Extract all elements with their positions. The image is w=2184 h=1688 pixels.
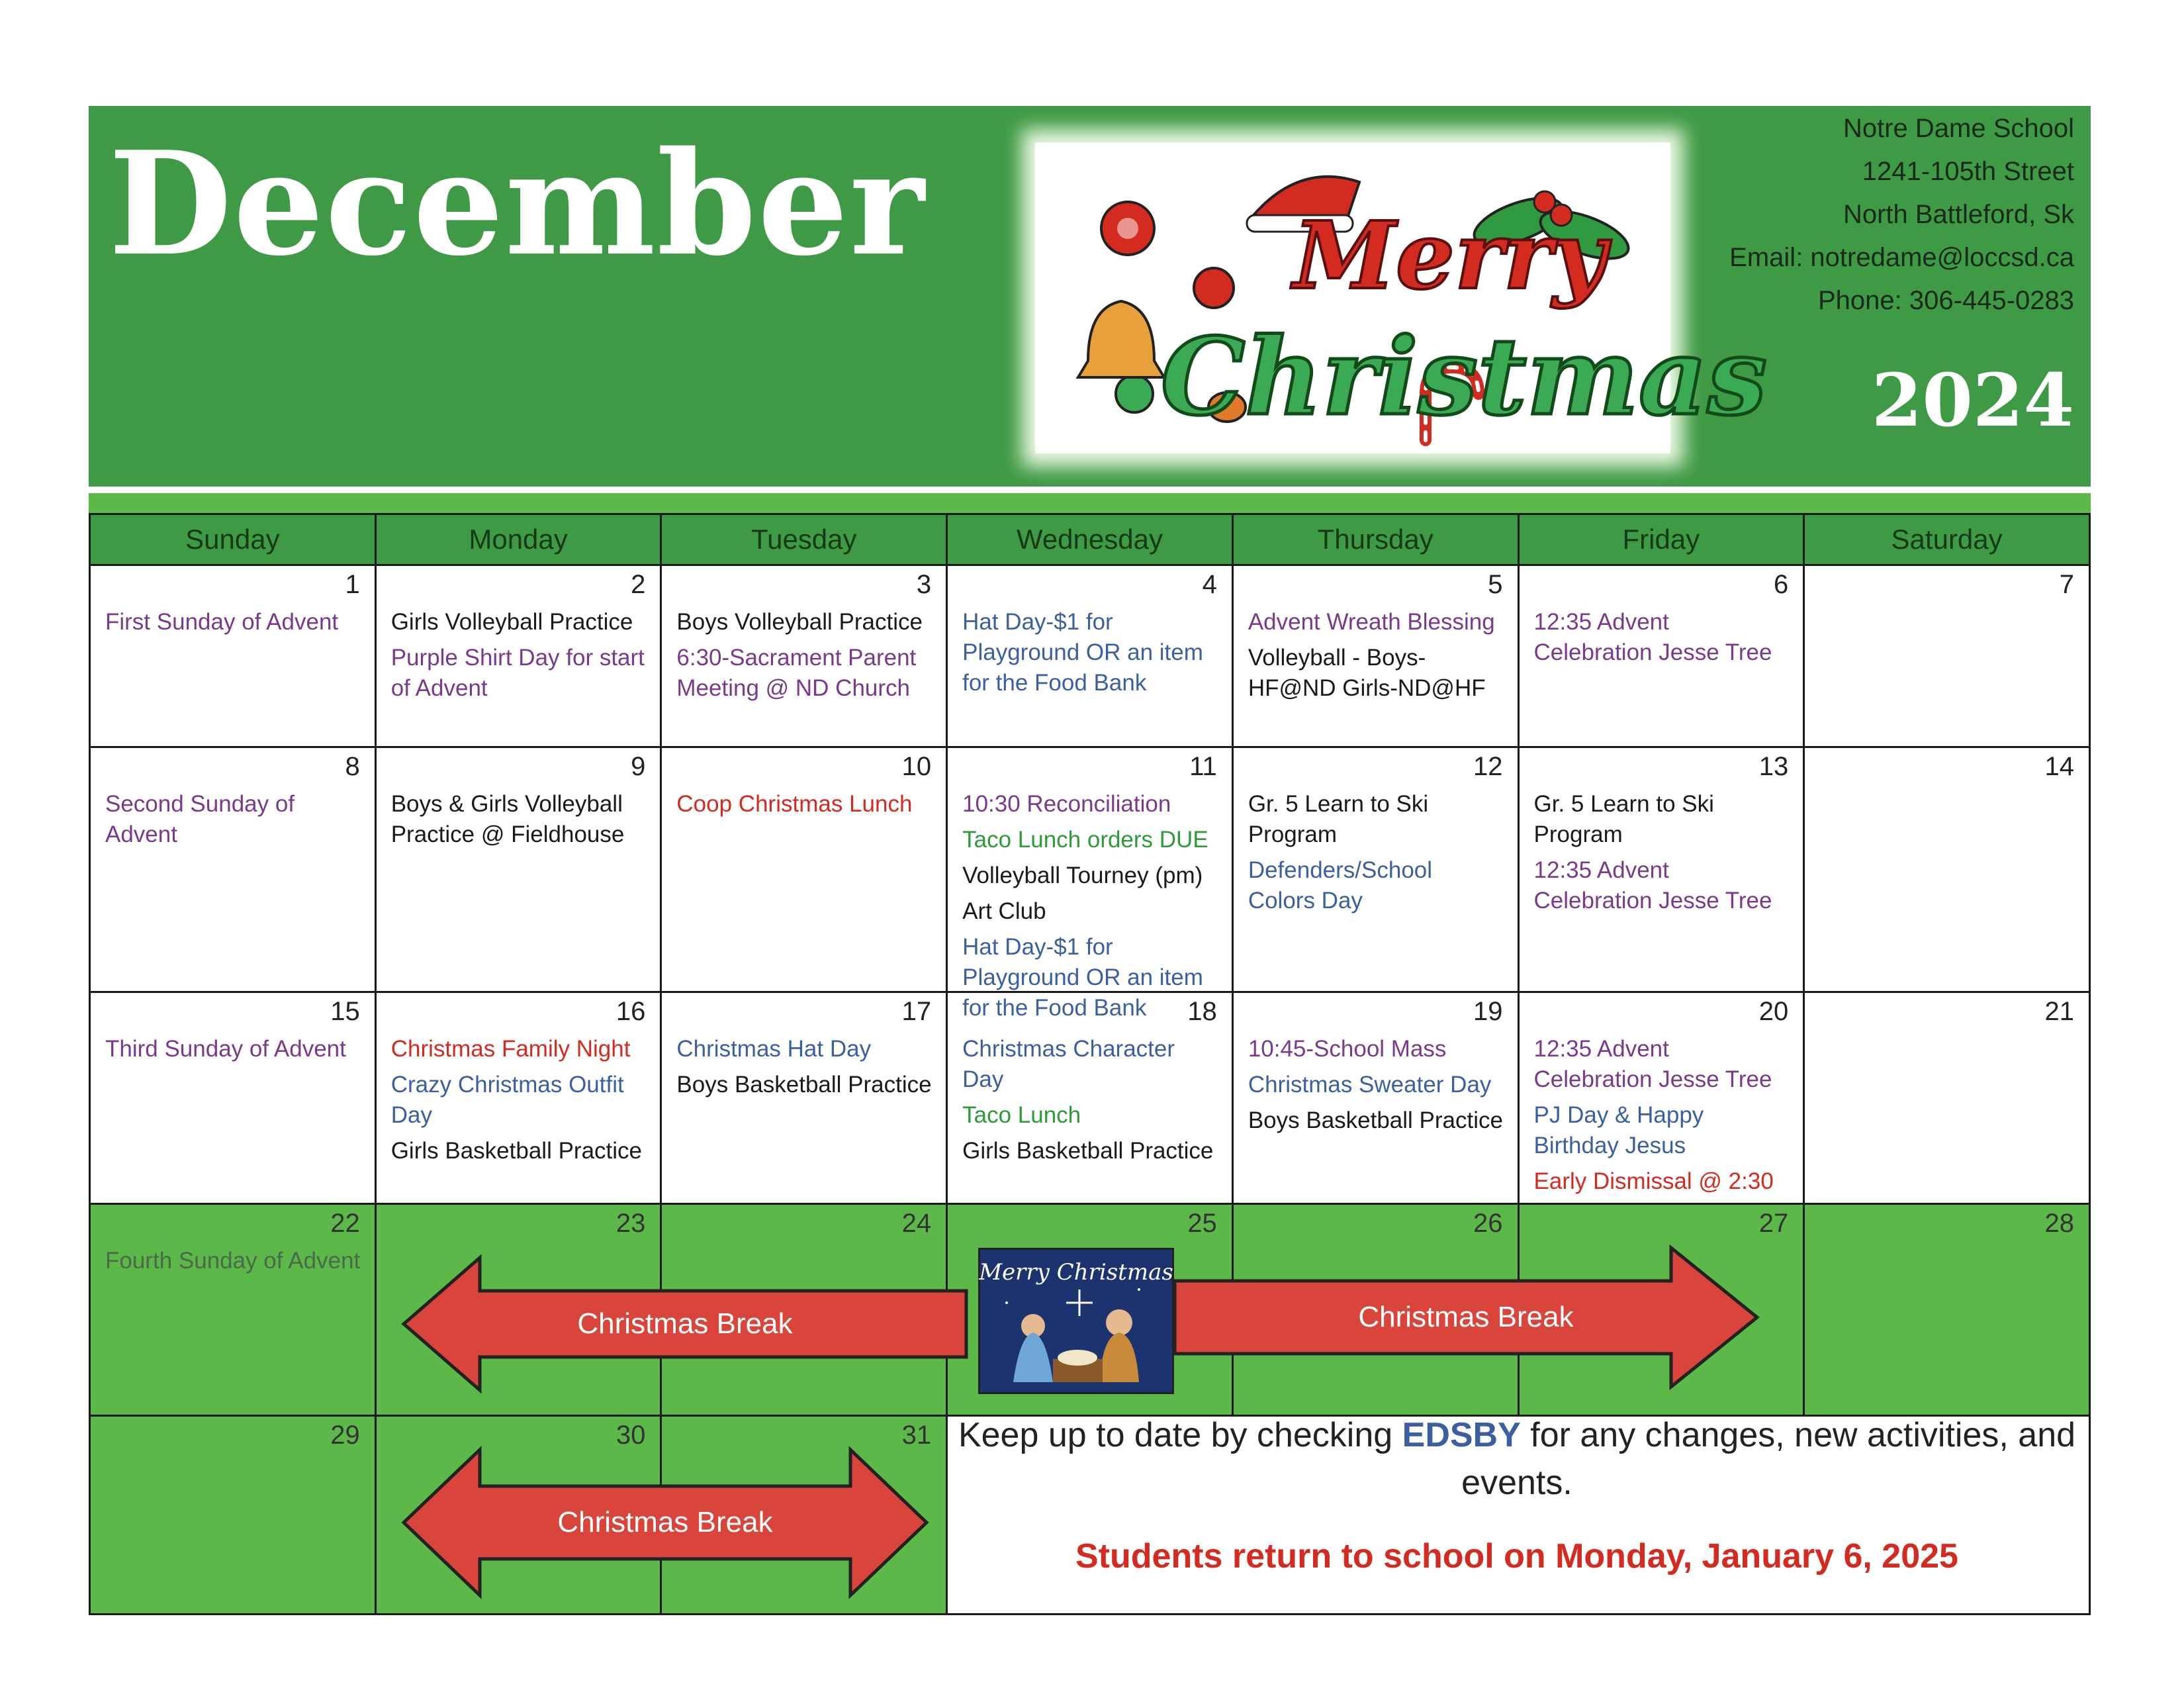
school-phone: Phone: 306-445-0283 [1818,286,2074,315]
return-to-school-notice: Students return to school on Monday, January 6, 2025 [1075,1537,1958,1575]
day-number: 28 [2044,1209,2074,1238]
calendar-event: Third Sunday of Advent [105,1036,346,1062]
day-number: 14 [2044,752,2074,781]
calendar-event: Fourth Sunday of Advent [105,1248,361,1274]
day-number: 9 [631,752,646,781]
nativity-caption: Merry Christmas [979,1259,1173,1286]
day-number: 11 [1189,752,1217,781]
day-cell[interactable] [1518,747,1804,992]
calendar-event: Girls Basketball Practice [962,1138,1214,1164]
day-number: 16 [615,997,646,1026]
day-number: 19 [1473,997,1503,1026]
christmas-break-arrow-right [1171,1244,1760,1390]
day-number: 31 [901,1421,932,1450]
school-contact [1729,107,2074,322]
day-events [1248,789,1506,921]
day-number: 2 [631,570,646,599]
day-events [1534,789,1792,921]
christmas-break-label: Christmas Break [1358,1301,1574,1333]
day-cell[interactable] [1804,992,2090,1204]
joseph-figure [1106,1309,1132,1336]
day-number: 26 [1473,1209,1503,1238]
day-cell[interactable] [375,747,661,992]
day-number: 13 [1758,752,1789,781]
day-events [962,1034,1220,1172]
calendar-event: Volleyball - Boys-HF@ND Girls-ND@HF [1248,645,1486,701]
day-events [105,789,363,855]
calendar-event: Girls Basketball Practice [390,1138,642,1164]
day-cell[interactable] [375,992,661,1204]
day-number: 12 [1473,752,1503,781]
calendar-event: Volleyball Tourney (pm) [962,863,1203,888]
weekday-tuesday: Tuesday [661,514,947,565]
weekday-saturday: Saturday [1804,514,2090,565]
week-row [90,565,2090,747]
day-events [676,607,934,709]
day-number: 7 [2059,570,2074,599]
calendar-event: PJ Day & Happy Birthday Jesus [1533,1102,1704,1158]
day-cell[interactable] [90,992,376,1204]
calendar-event: Hat Day-$1 for Playground OR an item for the Food Bank [962,934,1203,1021]
day-number: 18 [1187,997,1217,1026]
day-number: 8 [345,752,360,781]
week-row [90,747,2090,992]
day-events [1534,607,1792,673]
christmas-break-label: Christmas Break [557,1506,773,1538]
calendar-event: Early Dismissal @ 2:30 [1533,1168,1774,1194]
school-city: North Battleford, Sk [1843,200,2074,229]
day-number: 22 [330,1209,360,1238]
edsby-notice [948,1398,2086,1607]
day-events [391,789,649,855]
calendar-event: Boys Basketball Practice [676,1072,932,1098]
header-divider [89,493,2091,513]
day-events [1248,1034,1506,1141]
day-number: 10 [901,752,932,781]
day-events [105,1246,363,1282]
weekday-row [90,514,2090,565]
calendar-event: 12:35 Advent Celebration Jesse Tree [1533,609,1772,665]
day-number: 23 [615,1209,646,1238]
day-number: 25 [1187,1209,1217,1238]
day-cell[interactable] [90,747,376,992]
calendar-event: Hat Day-$1 for Playground OR an item for the Food Bank [962,609,1203,696]
calendar-event: 10:30 Reconciliation [962,791,1171,817]
edsby-notice-text: Keep up to date by checking EDSBY for any changes, new activities, and events. [958,1416,2076,1502]
day-events [676,1034,934,1105]
day-number: 20 [1758,997,1789,1026]
day-cell[interactable] [1518,992,1804,1204]
day-events [1534,1034,1792,1202]
day-events [962,607,1220,704]
calendar-event: Boys & Girls Volleyball Practice @ Fieldhouse [390,791,625,847]
day-events [105,1034,363,1070]
day-number: 27 [1758,1209,1789,1238]
day-cell[interactable] [947,992,1233,1204]
year-title: 2024 [1871,357,2074,443]
day-number: 15 [330,997,360,1026]
calendar-event: Purple Shirt Day for start of Advent [390,645,645,701]
merry-text: Merry [1293,202,1606,310]
day-number: 30 [615,1421,646,1450]
calendar-event: 6:30-Sacrament Parent Meeting @ ND Church [676,645,917,701]
day-cell[interactable] [661,992,947,1204]
weekday-sunday: Sunday [90,514,376,565]
calendar-event: 10:45-School Mass [1248,1036,1447,1062]
day-cell[interactable] [661,565,947,747]
day-events [391,607,649,709]
day-number: 5 [1488,570,1503,599]
weekday-friday: Friday [1518,514,1804,565]
calendar-event: First Sunday of Advent [105,609,339,635]
day-cell[interactable] [1804,747,2090,992]
day-number: 21 [2044,997,2074,1026]
calendar-event: Boys Basketball Practice [1248,1107,1503,1133]
christmas-break-arrow-bottom [400,1446,930,1599]
calendar-event: Boys Volleyball Practice [676,609,923,635]
christmas-break-arrow-left [400,1254,970,1393]
day-cell[interactable] [1232,747,1518,992]
day-cell[interactable] [1232,992,1518,1204]
calendar-event: Christmas Hat Day [676,1036,872,1062]
school-name: Notre Dame School [1843,114,2074,143]
merry-christmas-banner [1015,122,1767,473]
day-number: 1 [345,570,360,599]
nativity-image [978,1248,1174,1394]
day-cell[interactable] [90,565,376,747]
day-cell[interactable] [1804,1204,2090,1416]
day-events [676,789,934,825]
school-address: 1241-105th Street [1862,157,2074,186]
day-number: 3 [916,570,932,599]
calendar-event: Coop Christmas Lunch [676,791,913,817]
calendar-event: Taco Lunch orders DUE [962,827,1208,853]
christmas-text: Christmas [1161,314,1767,439]
calendar-event: Advent Wreath Blessing [1248,609,1495,635]
day-events [1248,607,1506,709]
calendar-event: Girls Volleyball Practice [390,609,633,635]
calendar-event: Defenders/School Colors Day [1248,857,1433,914]
day-cell[interactable] [1804,565,2090,747]
weekday-thursday: Thursday [1232,514,1518,565]
calendar-event: Gr. 5 Learn to Ski Program [1533,791,1714,847]
month-title: December [109,120,926,287]
weekday-wednesday: Wednesday [947,514,1233,565]
calendar-event: Christmas Character Day [962,1036,1175,1092]
day-cell[interactable] [661,747,947,992]
day-events [391,1034,649,1172]
weekday-monday: Monday [375,514,661,565]
calendar-header [89,106,2091,487]
calendar-event: Christmas Family Night [390,1036,631,1062]
calendar-event: Crazy Christmas Outfit Day [390,1072,624,1128]
day-number: 24 [901,1209,932,1238]
day-number: 4 [1202,570,1217,599]
day-cell[interactable] [90,1204,376,1416]
calendar-event: Christmas Sweater Day [1248,1072,1492,1098]
day-cell[interactable] [90,1416,376,1615]
calendar-event: 12:35 Advent Celebration Jesse Tree [1533,1036,1772,1092]
calendar-event: Art Club [962,898,1046,924]
day-cell[interactable] [1232,565,1518,747]
christmas-break-label: Christmas Break [577,1307,793,1340]
day-cell[interactable] [1518,565,1804,747]
edsby-link[interactable]: EDSBY [1402,1416,1521,1454]
calendar-event: Second Sunday of Advent [105,791,295,847]
week-row [90,992,2090,1204]
day-cell[interactable] [375,565,661,747]
school-email[interactable]: Email: notredame@loccsd.ca [1729,243,2074,272]
day-number: 29 [330,1421,360,1450]
calendar-event: Gr. 5 Learn to Ski Program [1248,791,1429,847]
day-number: 17 [901,997,932,1026]
day-cell[interactable] [947,565,1233,747]
calendar-event: Taco Lunch [962,1102,1081,1128]
day-number: 6 [1773,570,1789,599]
day-events [105,607,363,643]
calendar-event: 12:35 Advent Celebration Jesse Tree [1533,857,1772,914]
